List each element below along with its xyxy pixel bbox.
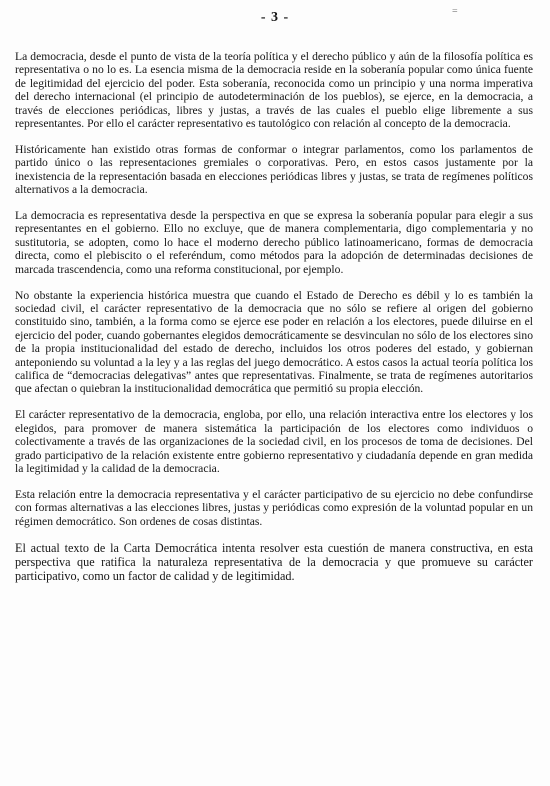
page-number: - 3 - (260, 10, 290, 25)
paragraph-democratic-charter: El actual texto de la Carta Democrática intenta resolver esta cuestión de manera constructiva, en esta perspectiva que ratifica la naturaleza representativa de la democracia y que promueve su carácter participativo, como un factor de calidad y de legitimidad. (15, 540, 533, 583)
paragraph-historical-forms: Históricamente han existido otras formas de conformar o integrar parlamentos, como los parlamentos de partido único o las representaciones gremiales o corporativas. Pero, en estos casos justamente por la inexistencia de la representación basada en elecciones periódicas libres y justas, se trata de regímenes políticos alternativos a la democracia. (15, 142, 533, 197)
paragraph-participation: El carácter representativo de la democracia, engloba, por ello, una relación interactiva entre los electores y los elegidos, para promover de manera sistemática la participación de los electores como individuos o colectivamente a través de las organizaciones de la sociedad civil, en los procesos de toma de decisiones. Del grado participativo de la relación existente entre gobierno representativo y ciudadanía depende en gran medida la legitimidad y la calidad de la democracia. (15, 408, 533, 475)
corner-mark: = (452, 6, 458, 17)
document-body (15, 50, 533, 595)
paragraph-delegative-democracies: No obstante la experiencia histórica muestra que cuando el Estado de Derecho es débil y lo es también la sociedad civil, el carácter representativo de la democracia que no sólo se refiere al origen del gobierno constituido sino, también, a la forma como se ejerce ese poder en relación a los electores, puede diluirse en el ejercicio del poder, cuando gobernantes elegidos democráticamente se desvinculan no sólo de los electores sino de la propia institucionalidad del estado de derecho, incluidos los otros poderes del estado, y gobiernan anteponiendo su voluntad a la ley y a las reglas del juego democrático. A estos casos la actual teoría política los califica de “democracias delegativas” antes que representativas. Finalmente, se trata de regímenes autoritarios que afectan o quiebran la institucionalidad democrática que permitió su propia elección. (15, 288, 533, 396)
paragraph-popular-sovereignty: La democracia es representativa desde la perspectiva en que se expresa la soberanía popular para elegir a sus representantes en el gobierno. Ello no excluye, que de manera complementaria, digo complementaria y no sustitutoria, se adopten, como lo hace el moderno derecho público latinoamericano, formas de democracia directa, como el plebiscito o el referéndum, como métodos para la adopción de determinadas decisiones de marcada trascendencia, como una reforma constitucional, por ejemplo. (15, 209, 533, 276)
paragraph-representative-democracy: La democracia, desde el punto de vista de la teoría política y el derecho público y aún de la filosofía política es representativa o no lo es. La esencia misma de la democracia reside en la soberanía popular como única fuente de legitimidad del ejercicio del poder. Esta soberanía, reconocida como un principio y una norma imperativa del derecho internacional (el principio de autodeterminación de los pueblos), se ejerce, en la democracia, a través de elecciones periódicas, libres y justas, a través de las cuales el pueblo elige libremente a sus representantes. Por ello el carácter representativo es tautológico con relación al concepto de la democracia. (15, 50, 533, 131)
paragraph-distinct-orders: Esta relación entre la democracia representativa y el carácter participativo de su ejercicio no debe confundirse con formas alternativas a las elecciones libres, justas y periódicas como expresión de la voluntad popular en un régimen democrático. Son ordenes de cosas distintas. (15, 487, 533, 528)
